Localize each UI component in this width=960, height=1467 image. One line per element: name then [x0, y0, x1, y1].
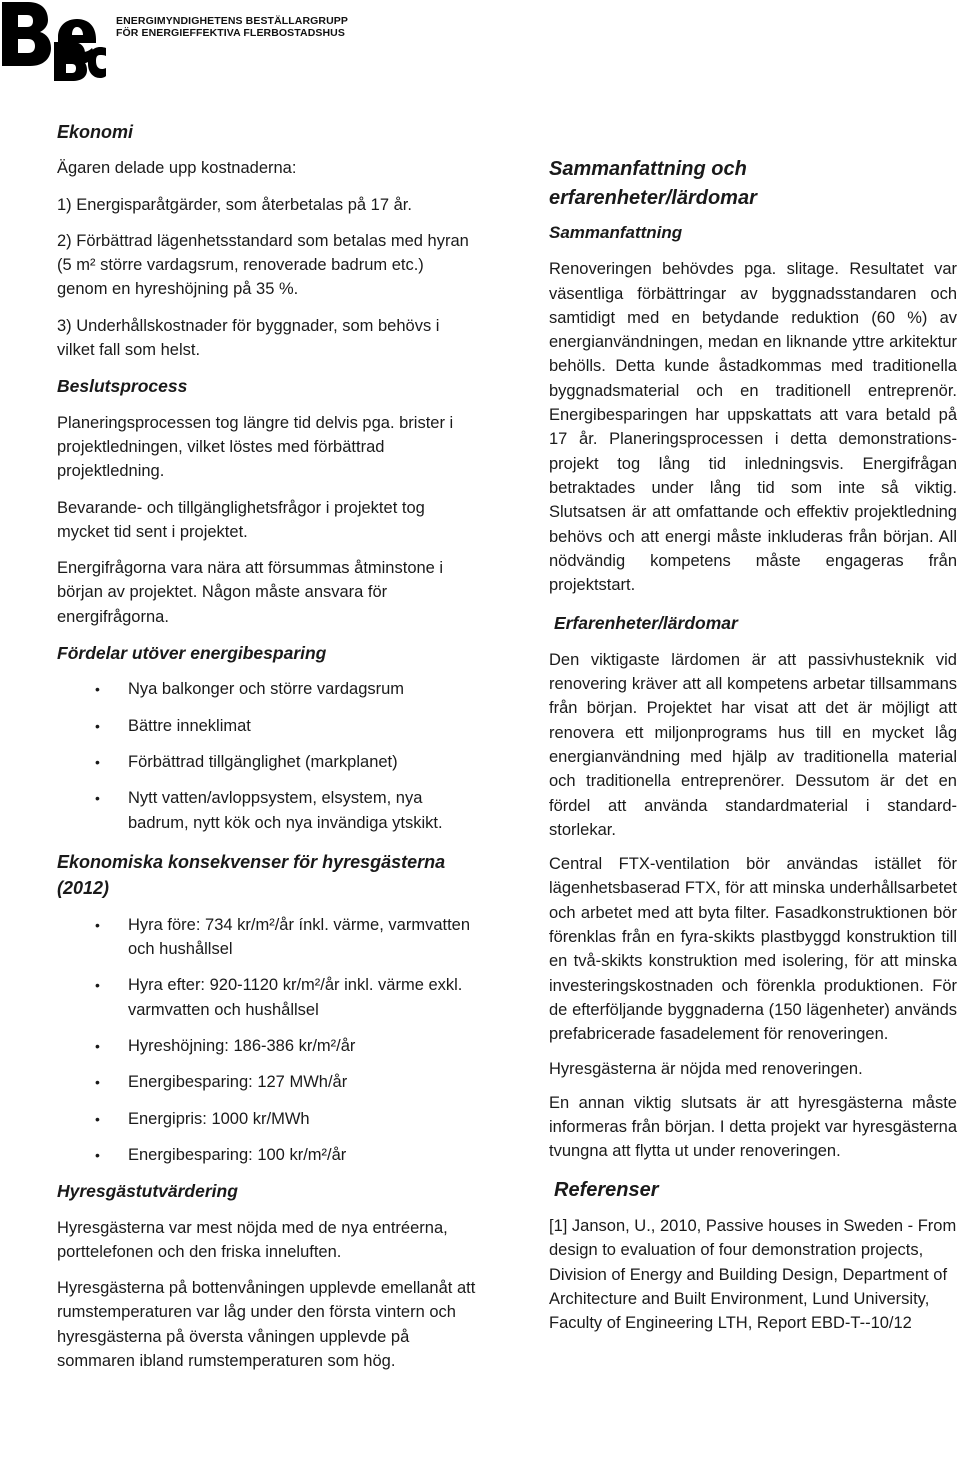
- experience-paragraph-3: Hyresgästerna är nöjda med renoveringen.: [549, 1059, 863, 1078]
- bebo-logo: [0, 0, 106, 82]
- evaluation-paragraph-2: Hyresgästerna på bottenvåningen upplevde emellanåt att rumstemperaturen var låg under den första vintern och hyresgästerna på översta våningen upplevde på sommaren ibland rumstemperaturen som hög.: [57, 1279, 476, 1370]
- list-item: • Nytt vatten/avloppsystem, elsystem, nya badrum, nytt kök och nya invändiga ytskikt.: [57, 786, 477, 835]
- consequences-list: [57, 913, 477, 1167]
- list-item: • Energibesparing: 127 MWh/år: [57, 1070, 477, 1094]
- list-item: • Bättre inneklimat: [57, 714, 477, 738]
- organization-name: [116, 15, 348, 39]
- left-column: [57, 120, 477, 1385]
- economy-intro: Ägaren delade upp kostnaderna:: [57, 159, 297, 178]
- heading-economy: Ekonomi: [57, 122, 134, 142]
- org-line-2: FÖR ENERGIEFFEKTIVA FLERBOSTADSHUS: [116, 27, 345, 39]
- list-item: • Hyra före: 734 kr/m²/år ínkl. värme, varmvatten och hushållsel: [57, 913, 477, 962]
- heading-decision-process: Beslutsprocess: [57, 376, 188, 397]
- heading-summary-and-experiences: Sammanfattning och erfarenheter/lärdomar: [549, 158, 757, 209]
- heading-experiences: Erfarenheter/lärdomar: [554, 613, 738, 634]
- summary-paragraph: Renoveringen behövdes pga. slitage. Resultatet var väsentliga förbättringar av byggnadsstandaren och samtidigt med en betydande reduktion (60 %) av energianvändningen, medan en liknande yttre arkitektur behölls. Detta kunde åstadkommas med traditionella byggnadsmaterial och en traditionell entreprenör. Energibesparingen har uppskattats att vara betald på 17 år. Planeringsprocessen i detta demonstrations-projekt tog lång tid inledningsvis. Energifrågan betraktades under lång tid som inte så viktig. Slutsatsen är att omfattande och effektiv projektledning behövs och att energi måste inkluderas från början. All nödvändig kompetens måste engageras från projektstart.: [549, 260, 957, 595]
- heading-benefits: Fördelar utöver energibesparing: [57, 643, 327, 664]
- benefits-list: [57, 677, 477, 834]
- decision-paragraph-1: Planeringsprocessen tog längre tid delvis pga. brister i projektledningen, vilket löstes med förbättrad projektledning.: [57, 413, 454, 481]
- list-item: • Förbättrad tillgänglighet (markplanet): [57, 750, 477, 774]
- list-item: • Energipris: 1000 kr/MWh: [57, 1107, 477, 1131]
- right-column: [549, 155, 957, 1345]
- decision-paragraph-2: Bevarande- och tillgänglighetsfrågor i projektet tog mycket tid sent i projektet.: [57, 498, 425, 541]
- experience-paragraph-4: En annan viktig slutsats är att hyresgästerna måste informeras från början. I detta projekt var hyresgästerna tvungna att flytta ut under renoveringen.: [549, 1093, 957, 1161]
- list-item: • Hyra efter: 920-1120 kr/m²/år inkl. värme exkl. varmvatten och hushållsel: [57, 973, 477, 1022]
- heading-references: Referenser: [554, 1178, 659, 1201]
- heading-tenant-evaluation: Hyresgästutvärdering: [57, 1181, 238, 1202]
- economy-item-3: 3) Underhållskostnader för byggnader, som behövs i vilket fall som helst.: [57, 316, 440, 360]
- list-item: • Nya balkonger och större vardagsrum: [57, 677, 477, 701]
- reference-1: [1] Janson, U., 2010, Passive houses in Sweden - From design to evaluation of four demonstration projects, Division of Energy and Building Design, Department of Architecture and Built Environment, Lund University, Faculty of Engineering LTH, Report EBD-T--10/12: [549, 1216, 957, 1333]
- experience-paragraph-2: Central FTX-ventilation bör användas istället för lägenhetsbaserad FTX, för att minska underhållsarbetet och arbetet med att byta filter. Fasadkonstruktionen bör förenklas från en fyra-skikts plastbyggd konstruktion till en två-skikts konstruktion med isolering, för att minska investeringskostnaden och förenkla produktionen. För de efterföljande byggnaderna (150 lägenheter) används prefabricerade fasadelement för renoveringen.: [549, 855, 957, 1044]
- evaluation-paragraph-1: Hyresgästerna var mest nöjda med de nya entréerna, porttelefonen och den friska inneluften.: [57, 1218, 448, 1261]
- experience-paragraph-1: Den viktigaste lärdomen är att passivhusteknik vid renovering kräver att all kompetens arbetar tillsammans från början. Projektet har visat att det är möjligt att renovera ett miljonprograms hus till en mycket låg energianvändning med hjälp av traditionella material och traditionella entreprenörer. Dessutom är det en fördel att använda standardmaterial i standard-storlekar.: [549, 650, 957, 839]
- heading-tenant-economics: Ekonomiska konsekvenser för hyresgästerna (2012): [57, 851, 446, 898]
- list-item: • Hyreshöjning: 186-386 kr/m²/år: [57, 1034, 477, 1058]
- decision-paragraph-3: Energifrågorna vara nära att försummas åtminstone i början av projektet. Någon måste ansvara för energifrågorna.: [57, 559, 444, 626]
- heading-summary: Sammanfattning: [549, 223, 683, 242]
- economy-item-1: 1) Energisparåtgärder, som återbetalas på 17 år.: [57, 195, 412, 214]
- list-item: • Energibesparing: 100 kr/m²/år: [57, 1143, 477, 1167]
- economy-item-2: 2) Förbättrad lägenhetsstandard som betalas med hyran (5 m² större vardagsrum, renoverade badrum etc.) genom en hyreshöjning på 35 %.: [57, 231, 469, 299]
- org-line-1: ENERGIMYNDIGHETENS BESTÄLLARGRUPP: [116, 15, 348, 27]
